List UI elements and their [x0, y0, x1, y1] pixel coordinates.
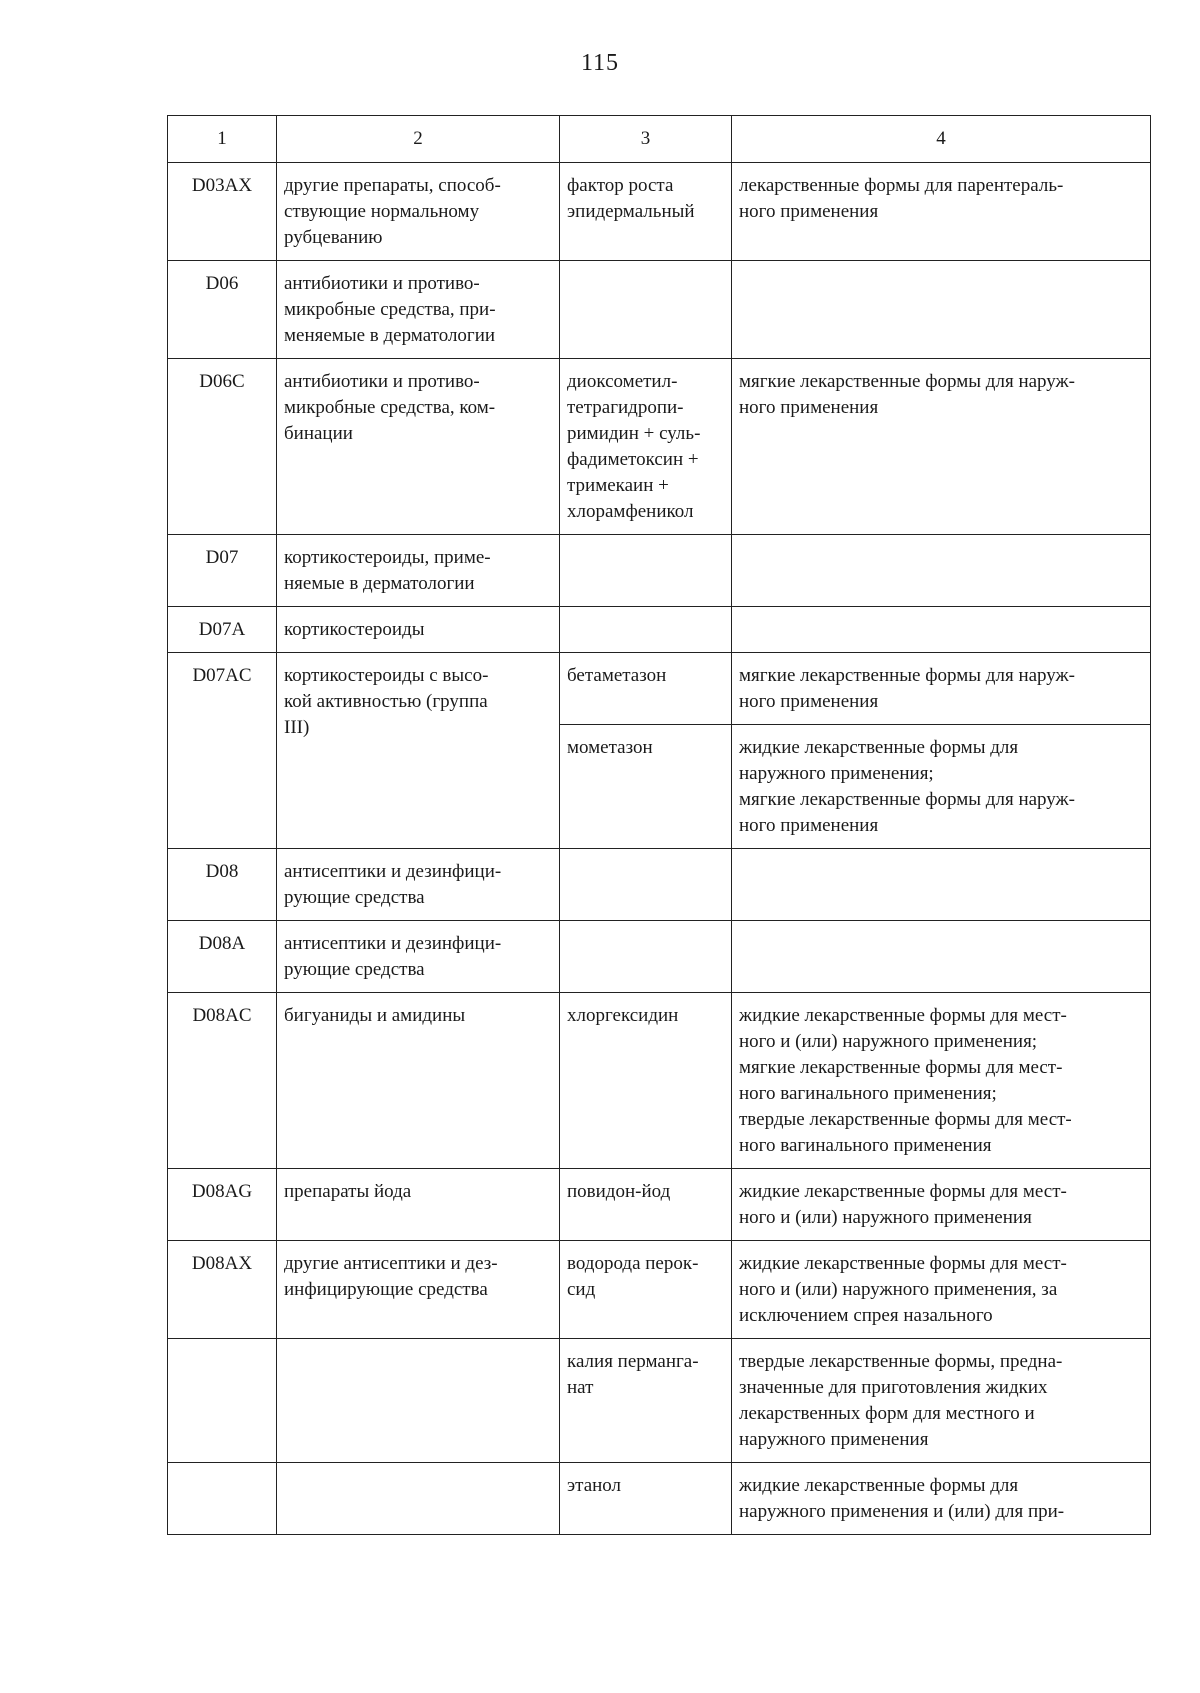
atc-code-cell: D08 [168, 849, 277, 921]
table-row [168, 849, 1151, 921]
column-header: 3 [560, 116, 732, 163]
dosage-forms-cell: твердые лекарственные формы, предна- значенные для приготовления жидких лекарственных форм для местного и наружного применения [732, 1339, 1151, 1463]
group-cell: другие антисептики и дез- инфицирующие средства [277, 1241, 560, 1339]
drug-classification-table [167, 115, 1151, 1535]
atc-code-cell: D06C [168, 359, 277, 535]
dosage-forms-cell [732, 535, 1151, 607]
table-row [168, 261, 1151, 359]
dosage-forms-cell: жидкие лекарственные формы для наружного применения и (или) для при- [732, 1463, 1151, 1535]
group-cell: антибиотики и противо- микробные средства, ком- бинации [277, 359, 560, 535]
group-cell: кортикостероиды [277, 607, 560, 653]
group-cell: препараты йода [277, 1169, 560, 1241]
group-cell: кортикостероиды, приме- няемые в дерматологии [277, 535, 560, 607]
dosage-forms-cell: лекарственные формы для парентераль- ного применения [732, 163, 1151, 261]
page-number: 115 [580, 50, 620, 76]
dosage-forms-cell: жидкие лекарственные формы для наружного применения; мягкие лекарственные формы для наруж- ного применения [732, 725, 1151, 849]
dosage-forms-cell [732, 607, 1151, 653]
substance-cell [560, 921, 732, 993]
table-row [168, 993, 1151, 1169]
group-cell: антисептики и дезинфици- рующие средства [277, 921, 560, 993]
atc-code-cell: D07AC [168, 653, 277, 849]
table-row [168, 607, 1151, 653]
dosage-forms-cell [732, 849, 1151, 921]
atc-code-cell: D08A [168, 921, 277, 993]
group-cell: бигуаниды и амидины [277, 993, 560, 1169]
atc-code-cell: D08AX [168, 1241, 277, 1339]
table-row [168, 653, 1151, 725]
atc-code-cell: D07A [168, 607, 277, 653]
dosage-forms-cell: жидкие лекарственные формы для мест- ного и (или) наружного применения; мягкие лекарственные формы для мест- ного вагинального применения; твердые лекарственные формы для мест- ного вагинального применения [732, 993, 1151, 1169]
substance-cell: калия перманга- нат [560, 1339, 732, 1463]
group-cell: антисептики и дезинфици- рующие средства [277, 849, 560, 921]
substance-cell [560, 849, 732, 921]
dosage-forms-cell: мягкие лекарственные формы для наруж- ного применения [732, 653, 1151, 725]
atc-code-cell: D06 [168, 261, 277, 359]
dosage-forms-cell [732, 261, 1151, 359]
table-row [168, 1463, 1151, 1535]
table-row [168, 535, 1151, 607]
column-header: 2 [277, 116, 560, 163]
table-row [168, 921, 1151, 993]
group-cell: другие препараты, способ- ствующие нормальному рубцеванию [277, 163, 560, 261]
atc-code-cell: D07 [168, 535, 277, 607]
substance-cell: фактор роста эпидермальный [560, 163, 732, 261]
substance-cell: этанол [560, 1463, 732, 1535]
atc-code-cell: D08AC [168, 993, 277, 1169]
group-cell: антибиотики и противо- микробные средства, при- меняемые в дерматологии [277, 261, 560, 359]
substance-cell: хлоргексидин [560, 993, 732, 1169]
substance-cell: диоксометил- тетрагидропи- римидин + суль- фадиметоксин + тримекаин + хлорамфеникол [560, 359, 732, 535]
dosage-forms-cell: жидкие лекарственные формы для мест- ного и (или) наружного применения, за исключением спрея назального [732, 1241, 1151, 1339]
substance-cell [560, 607, 732, 653]
substance-cell: повидон-йод [560, 1169, 732, 1241]
atc-code-cell [168, 1463, 277, 1535]
substance-cell: бетаметазон [560, 653, 732, 725]
table-row [168, 163, 1151, 261]
table-row [168, 1241, 1151, 1339]
dosage-forms-cell: жидкие лекарственные формы для мест- ного и (или) наружного применения [732, 1169, 1151, 1241]
atc-code-cell: D08AG [168, 1169, 277, 1241]
table-header-row [168, 116, 1151, 163]
group-cell [277, 1463, 560, 1535]
dosage-forms-cell [732, 921, 1151, 993]
group-cell [277, 1339, 560, 1463]
substance-cell [560, 535, 732, 607]
dosage-forms-cell: мягкие лекарственные формы для наруж- ного применения [732, 359, 1151, 535]
column-header: 4 [732, 116, 1151, 163]
table-row [168, 1339, 1151, 1463]
table-row [168, 1169, 1151, 1241]
column-header: 1 [168, 116, 277, 163]
substance-cell: водорода перок- сид [560, 1241, 732, 1339]
substance-cell: мометазон [560, 725, 732, 849]
atc-code-cell [168, 1339, 277, 1463]
group-cell: кортикостероиды с высо- кой активностью (группа III) [277, 653, 560, 849]
table-row [168, 359, 1151, 535]
atc-code-cell: D03AX [168, 163, 277, 261]
substance-cell [560, 261, 732, 359]
